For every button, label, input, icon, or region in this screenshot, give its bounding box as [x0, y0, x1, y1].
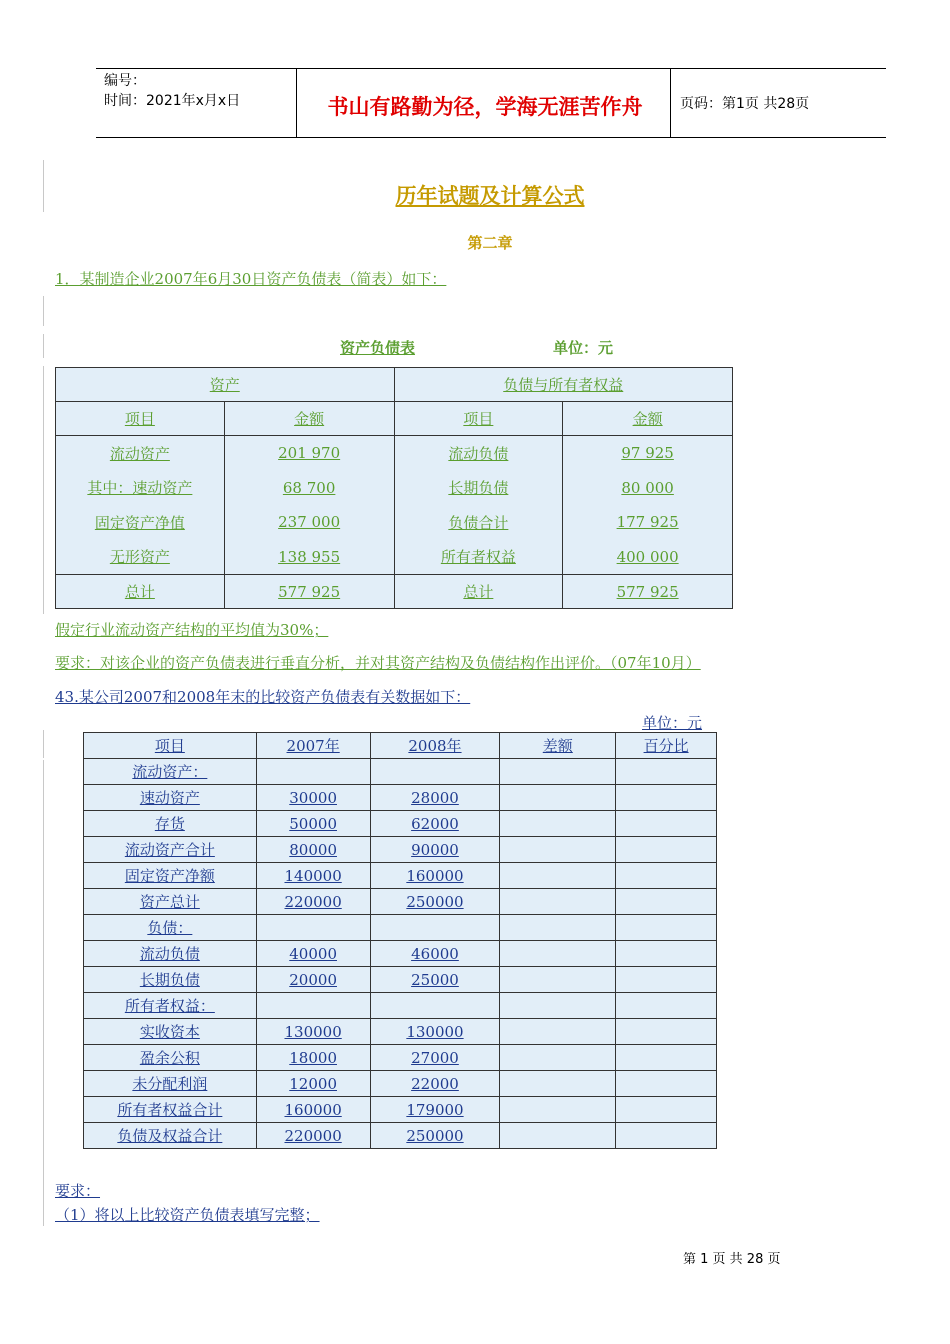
table-cell — [616, 811, 717, 837]
table-cell — [616, 759, 717, 785]
table-cell: 所有者权益合计 — [84, 1097, 257, 1123]
table-cell: 固定资产净额 — [84, 863, 257, 889]
table-cell: 577 925 — [224, 575, 394, 609]
table-cell: 250000 — [370, 889, 500, 915]
table-cell — [500, 1123, 616, 1149]
table-row — [84, 967, 717, 993]
table-row — [56, 471, 733, 506]
table-cell — [500, 889, 616, 915]
table-cell — [370, 915, 500, 941]
table-cell: 流动资产 — [56, 436, 225, 471]
table-cell — [500, 967, 616, 993]
table-cell: 80 000 — [563, 471, 733, 506]
col-header: 项目 — [56, 402, 225, 436]
table-cell: 所有者权益 — [394, 540, 563, 575]
table-cell: 存货 — [84, 811, 257, 837]
table-cell: 12000 — [256, 1071, 370, 1097]
table-body — [84, 759, 717, 1149]
table-cell: 未分配利润 — [84, 1071, 257, 1097]
table-cell: 28000 — [370, 785, 500, 811]
table-cell — [500, 1071, 616, 1097]
table-cell: 220000 — [256, 889, 370, 915]
table-cell: 长期负债 — [394, 471, 563, 506]
q1-requirement: 要求：对该企业的资产负债表进行垂直分析，并对其资产结构及负债结构作出评价。（07年10月） — [55, 654, 701, 672]
table-cell — [616, 863, 717, 889]
table-row — [84, 837, 717, 863]
q43-req-1: （1）将以上比较资产负债表填写完整； — [55, 1206, 320, 1224]
table-cell — [616, 785, 717, 811]
table-cell: 27000 — [370, 1045, 500, 1071]
table-cell: 250000 — [370, 1123, 500, 1149]
table-row — [84, 1071, 717, 1097]
table-cell — [256, 993, 370, 1019]
q43-unit: 单位：元 — [642, 714, 703, 732]
table-cell — [370, 993, 500, 1019]
table-row — [84, 889, 717, 915]
table-cell: 流动负债 — [394, 436, 563, 471]
margin-bar — [43, 334, 44, 358]
table-cell: 负债及权益合计 — [84, 1123, 257, 1149]
table-cell — [616, 1123, 717, 1149]
col-header: 金额 — [563, 402, 733, 436]
comparative-balance-sheet-table — [83, 732, 717, 1149]
table-cell: 实收资本 — [84, 1019, 257, 1045]
table-cell — [500, 785, 616, 811]
table-cell: 40000 — [256, 941, 370, 967]
table-cell: 资产总计 — [84, 889, 257, 915]
table-row — [84, 811, 717, 837]
table-cell — [500, 993, 616, 1019]
header-page-info: 页码：第1页 共28页 — [680, 96, 810, 112]
table-cell — [616, 1071, 717, 1097]
table-cell — [616, 1045, 717, 1071]
time-label: 时间：2021年x月x日 — [104, 93, 241, 109]
table-cell — [616, 837, 717, 863]
margin-bar — [43, 296, 44, 326]
table-row — [84, 1019, 717, 1045]
table-col-header-row — [56, 402, 733, 436]
table-cell: 总计 — [56, 575, 225, 609]
table-row — [84, 1097, 717, 1123]
table-cell — [500, 1045, 616, 1071]
table-cell — [500, 1019, 616, 1045]
balance-sheet-table — [55, 367, 733, 609]
table-cell — [616, 967, 717, 993]
table-cell — [616, 993, 717, 1019]
code-label: 编号： — [104, 73, 146, 89]
table-cell — [616, 915, 717, 941]
table-cell: 速动资产 — [84, 785, 257, 811]
group-header-assets: 资产 — [56, 368, 395, 402]
table-cell: 所有者权益： — [84, 993, 257, 1019]
header-motto: 书山有路勤为径，学海无涯苦作舟 — [327, 95, 643, 119]
table-cell — [500, 915, 616, 941]
table-cell: 46000 — [370, 941, 500, 967]
col-header: 2008年 — [370, 733, 500, 759]
table-cell: 201 970 — [224, 436, 394, 471]
table-cell — [616, 1019, 717, 1045]
table-cell — [616, 941, 717, 967]
table-row — [84, 785, 717, 811]
table-cell: 138 955 — [224, 540, 394, 575]
header-meta — [104, 71, 240, 111]
table1-unit: 单位：元 — [553, 339, 614, 357]
table-cell: 160000 — [256, 1097, 370, 1123]
table-row — [56, 436, 733, 471]
table-cell: 20000 — [256, 967, 370, 993]
table-cell: 流动资产： — [84, 759, 257, 785]
table-cell: 长期负债 — [84, 967, 257, 993]
header-divider — [296, 69, 297, 137]
table-cell: 220000 — [256, 1123, 370, 1149]
table-cell: 18000 — [256, 1045, 370, 1071]
col-header: 金额 — [224, 402, 394, 436]
table1-title-text: 资产负债表 — [340, 339, 416, 357]
col-header: 项目 — [394, 402, 563, 436]
table-row — [84, 915, 717, 941]
table-cell — [616, 889, 717, 915]
q1-assumption: 假定行业流动资产结构的平均值为30%； — [55, 621, 329, 639]
margin-bar — [43, 366, 44, 614]
table-cell: 237 000 — [224, 505, 394, 540]
table-total-row — [56, 575, 733, 609]
document-title: 历年试题及计算公式 — [395, 183, 585, 208]
table-cell: 25000 — [370, 967, 500, 993]
table-row — [84, 993, 717, 1019]
chapter-heading: 第二章 — [467, 234, 513, 252]
table-cell: 140000 — [256, 863, 370, 889]
table-cell: 其中：速动资产 — [56, 471, 225, 506]
col-header: 项目 — [84, 733, 257, 759]
table-header-row — [84, 733, 717, 759]
header-divider — [670, 69, 671, 137]
col-header: 2007年 — [256, 733, 370, 759]
table-cell: 97 925 — [563, 436, 733, 471]
page-header — [96, 68, 886, 138]
table-cell: 62000 — [370, 811, 500, 837]
margin-bar — [43, 760, 44, 1226]
table-cell — [500, 759, 616, 785]
table-cell: 130000 — [256, 1019, 370, 1045]
table-cell: 无形资产 — [56, 540, 225, 575]
table-row — [84, 863, 717, 889]
table-cell: 流动负债 — [84, 941, 257, 967]
table-cell: 90000 — [370, 837, 500, 863]
table-row — [84, 759, 717, 785]
table1-title — [340, 337, 613, 358]
table-cell — [500, 1097, 616, 1123]
table-cell: 流动资产合计 — [84, 837, 257, 863]
col-header: 百分比 — [616, 733, 717, 759]
table-cell: 130000 — [370, 1019, 500, 1045]
table-cell — [616, 1097, 717, 1123]
table-cell — [500, 837, 616, 863]
table-row — [56, 540, 733, 575]
table-cell: 总计 — [394, 575, 563, 609]
table-row — [84, 1045, 717, 1071]
table-row — [84, 1123, 717, 1149]
table-cell: 负债： — [84, 915, 257, 941]
table-cell — [500, 941, 616, 967]
table-cell — [256, 915, 370, 941]
table-cell: 30000 — [256, 785, 370, 811]
page-footer: 第 1 页 共 28 页 — [683, 1252, 781, 1267]
table-cell — [500, 811, 616, 837]
table-cell: 177 925 — [563, 505, 733, 540]
margin-bar — [43, 730, 44, 758]
table-cell: 179000 — [370, 1097, 500, 1123]
table-cell: 577 925 — [563, 575, 733, 609]
table-row — [56, 505, 733, 540]
table-cell — [370, 759, 500, 785]
table-group-header-row — [56, 368, 733, 402]
q43-intro: 43.某公司2007和2008年末的比较资产负债表有关数据如下： — [55, 688, 471, 706]
table-cell — [256, 759, 370, 785]
table-cell: 负债合计 — [394, 505, 563, 540]
table-cell: 盈余公积 — [84, 1045, 257, 1071]
table-cell: 400 000 — [563, 540, 733, 575]
table-cell: 80000 — [256, 837, 370, 863]
table-cell: 160000 — [370, 863, 500, 889]
table-row — [84, 941, 717, 967]
table-cell: 22000 — [370, 1071, 500, 1097]
table-cell: 68 700 — [224, 471, 394, 506]
group-header-liabilities: 负债与所有者权益 — [394, 368, 733, 402]
col-header: 差额 — [500, 733, 616, 759]
q1-intro: 1．某制造企业2007年6月30日资产负债表（简表）如下： — [55, 270, 447, 288]
table-cell: 50000 — [256, 811, 370, 837]
table-cell — [500, 863, 616, 889]
q43-req-label: 要求： — [55, 1182, 101, 1200]
table-cell: 固定资产净值 — [56, 505, 225, 540]
